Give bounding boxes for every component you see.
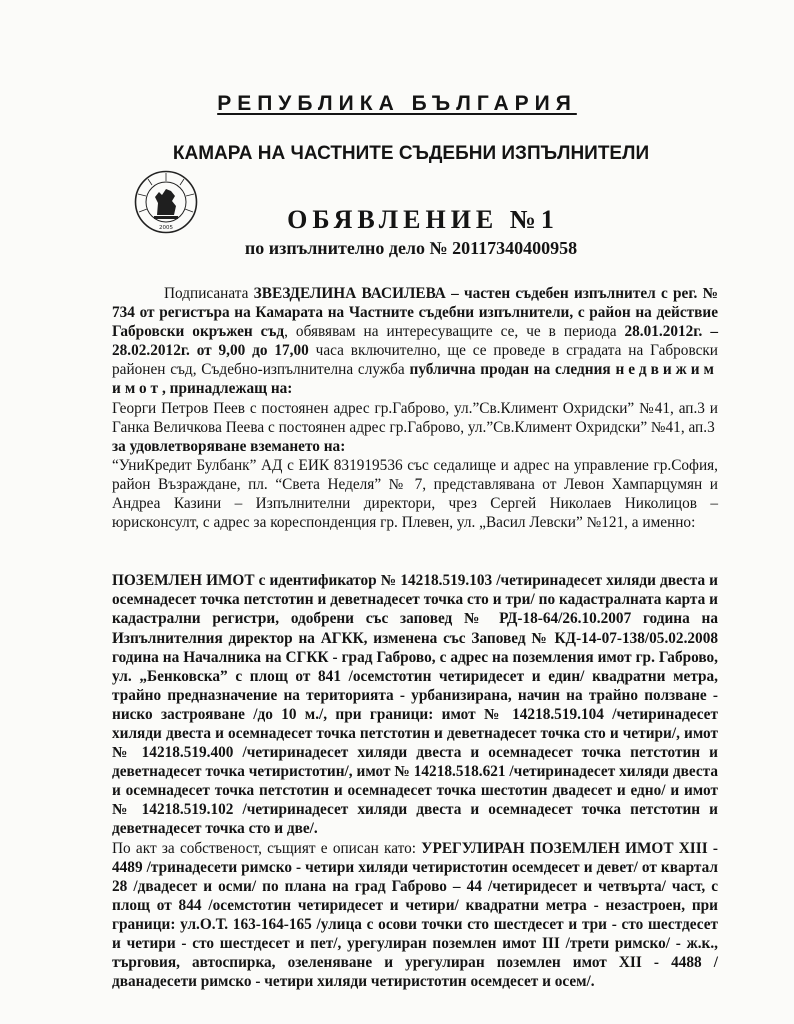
deed-paragraph <box>112 839 718 992</box>
intro-text-1: Подписаната <box>164 285 254 302</box>
intro-paragraph <box>112 284 718 399</box>
intro-text-2: , обявявам на интересуващите се, че в периода <box>284 323 625 341</box>
seal-year: 2005 <box>159 225 173 231</box>
belonging-label: , принадлежащ на: <box>162 380 293 398</box>
chamber-heading: КАМАРА НА ЧАСТНИТЕ СЪДЕБНИ ИЗПЪЛНИТЕЛИ <box>172 143 650 164</box>
announcement-body <box>112 284 718 991</box>
public-sale-label: публична продан на следния <box>409 361 616 379</box>
deed-intro: По акт за собственост, същият е описан като: <box>112 839 422 857</box>
announcement-title: ОБЯВЛЕНИЕ №1 <box>287 205 559 234</box>
property-description: ПОЗЕМЛЕН ИМОТ с идентификатор № 14218.519.103 /четиринадесет хиляди двеста и осемнадесет точка петстотин и деветнадесет точка сто и три/ по кадастралната карта и кадастрални регистри, одобрени със заповед № РД-18-64/26.10.2007 година на Изпълнителния директор на АГКК, изменена със Заповед № КД-14-07-138/05.02.2008 година на Началника на СГКК - град Габрово, с адрес на поземления имот гр. Габрово, ул. „Бенковска” с площ от 841 /осемстотин четиридесет и един/ квадратни метра, трайно предназначение на територията - урбанизирана, начин на трайно ползване - ниско застрояване /до 10 м./, при граници: имот № 14218.519.104 /четиринадесет хиляди двеста и осемнадесет точка петстотин и деветнадесет точка сто и четири/, имот № 14218.519.400 /четиринадесет хиляди двеста и осемнадесет точка петстотин и деветнадесет точка четиристотин/, имот № 14218.518.621 /четиринадесет хиляди двеста и осемнадесет точка петстотин и осемнадесет точка шестотин двадесет и едно/ и имот № 14218.519.102 /четиринадесет хиляди двеста и осемнадесет точка петстотин и деветнадесет точка сто и две/. <box>112 572 718 838</box>
bailiff-details: ЗВЕЗДЕЛИНА ВАСИЛЕВА – частен съдебен изпълнител с рег. № 734 от регистъра на Камарата на Частните съдебни изпълнители, с район на действие Габровски окръжен съд <box>112 285 718 341</box>
claim-heading: за удовлетворяване вземането на: <box>112 437 346 455</box>
creditor-paragraph: “УниКредит Булбанк” АД с ЕИК 831919536 със седалище и адрес на управление гр.София, район Възраждане, пл. “Света Неделя” № 7, представлявана от Левон Хампарцумян и Андреа Казини – Изпълнителни директори, чрез Сергей Николаев Николицов – юрисконсулт, с адрес за кореспонденция гр. Плевен, ул. „Васил Левски” №121, а именно: <box>112 456 718 532</box>
republic-text: РЕПУБЛИКА БЪЛГАРИЯ <box>217 92 577 115</box>
owners-paragraph: Георги Петров Пеев с постоянен адрес гр.Габрово, ул.”Св.Климент Охридски” №41, ап.3 и Ганка Величкова Пеева с постоянен адрес гр.Габрово, ул.”Св.Климент Охридски” №41, ап.3 <box>112 399 718 436</box>
property-type-label: недвижим имот <box>112 361 718 398</box>
intro-text-3: часа включително, ще се проведе в сградата на Габровски районен съд, Съдебно-изпълнителна служба <box>112 342 718 379</box>
sale-period: 28.01.2012г. – 28.02.2012г. от 9,00 до 17,00 <box>112 323 718 360</box>
deed-description: УРЕГУЛИРАН ПОЗЕМЛЕН ИМОТ XIII - 4489 /тринадесети римско - четири хиляди четиристотин осемдесет и девет/ от квартал 28 /двадесет и осми/ по плана на град Габрово – 44 /четиридесет и четвърта/ част, с площ от 844 /осемстотин четиридесет и четири/ квадратни метра - незастроен, при граници: ул.О.Т. 163-164-165 /улица с осови точки сто шестдесет и три - сто шестдесет и четири - сто шестдесет и пет/, урегулиран поземлен имот III /трети римско/ - ж.к., търговия, автоспирка, озеленяване и урегулиран поземлен имот XII - 4488 /дванадесети римско - четири хиляди четиристотин осемдесет и осем/. <box>112 839 718 991</box>
case-number: по изпълнително дело № 20117340400958 <box>244 238 578 258</box>
republic-heading <box>0 92 794 116</box>
spacer <box>112 532 718 571</box>
